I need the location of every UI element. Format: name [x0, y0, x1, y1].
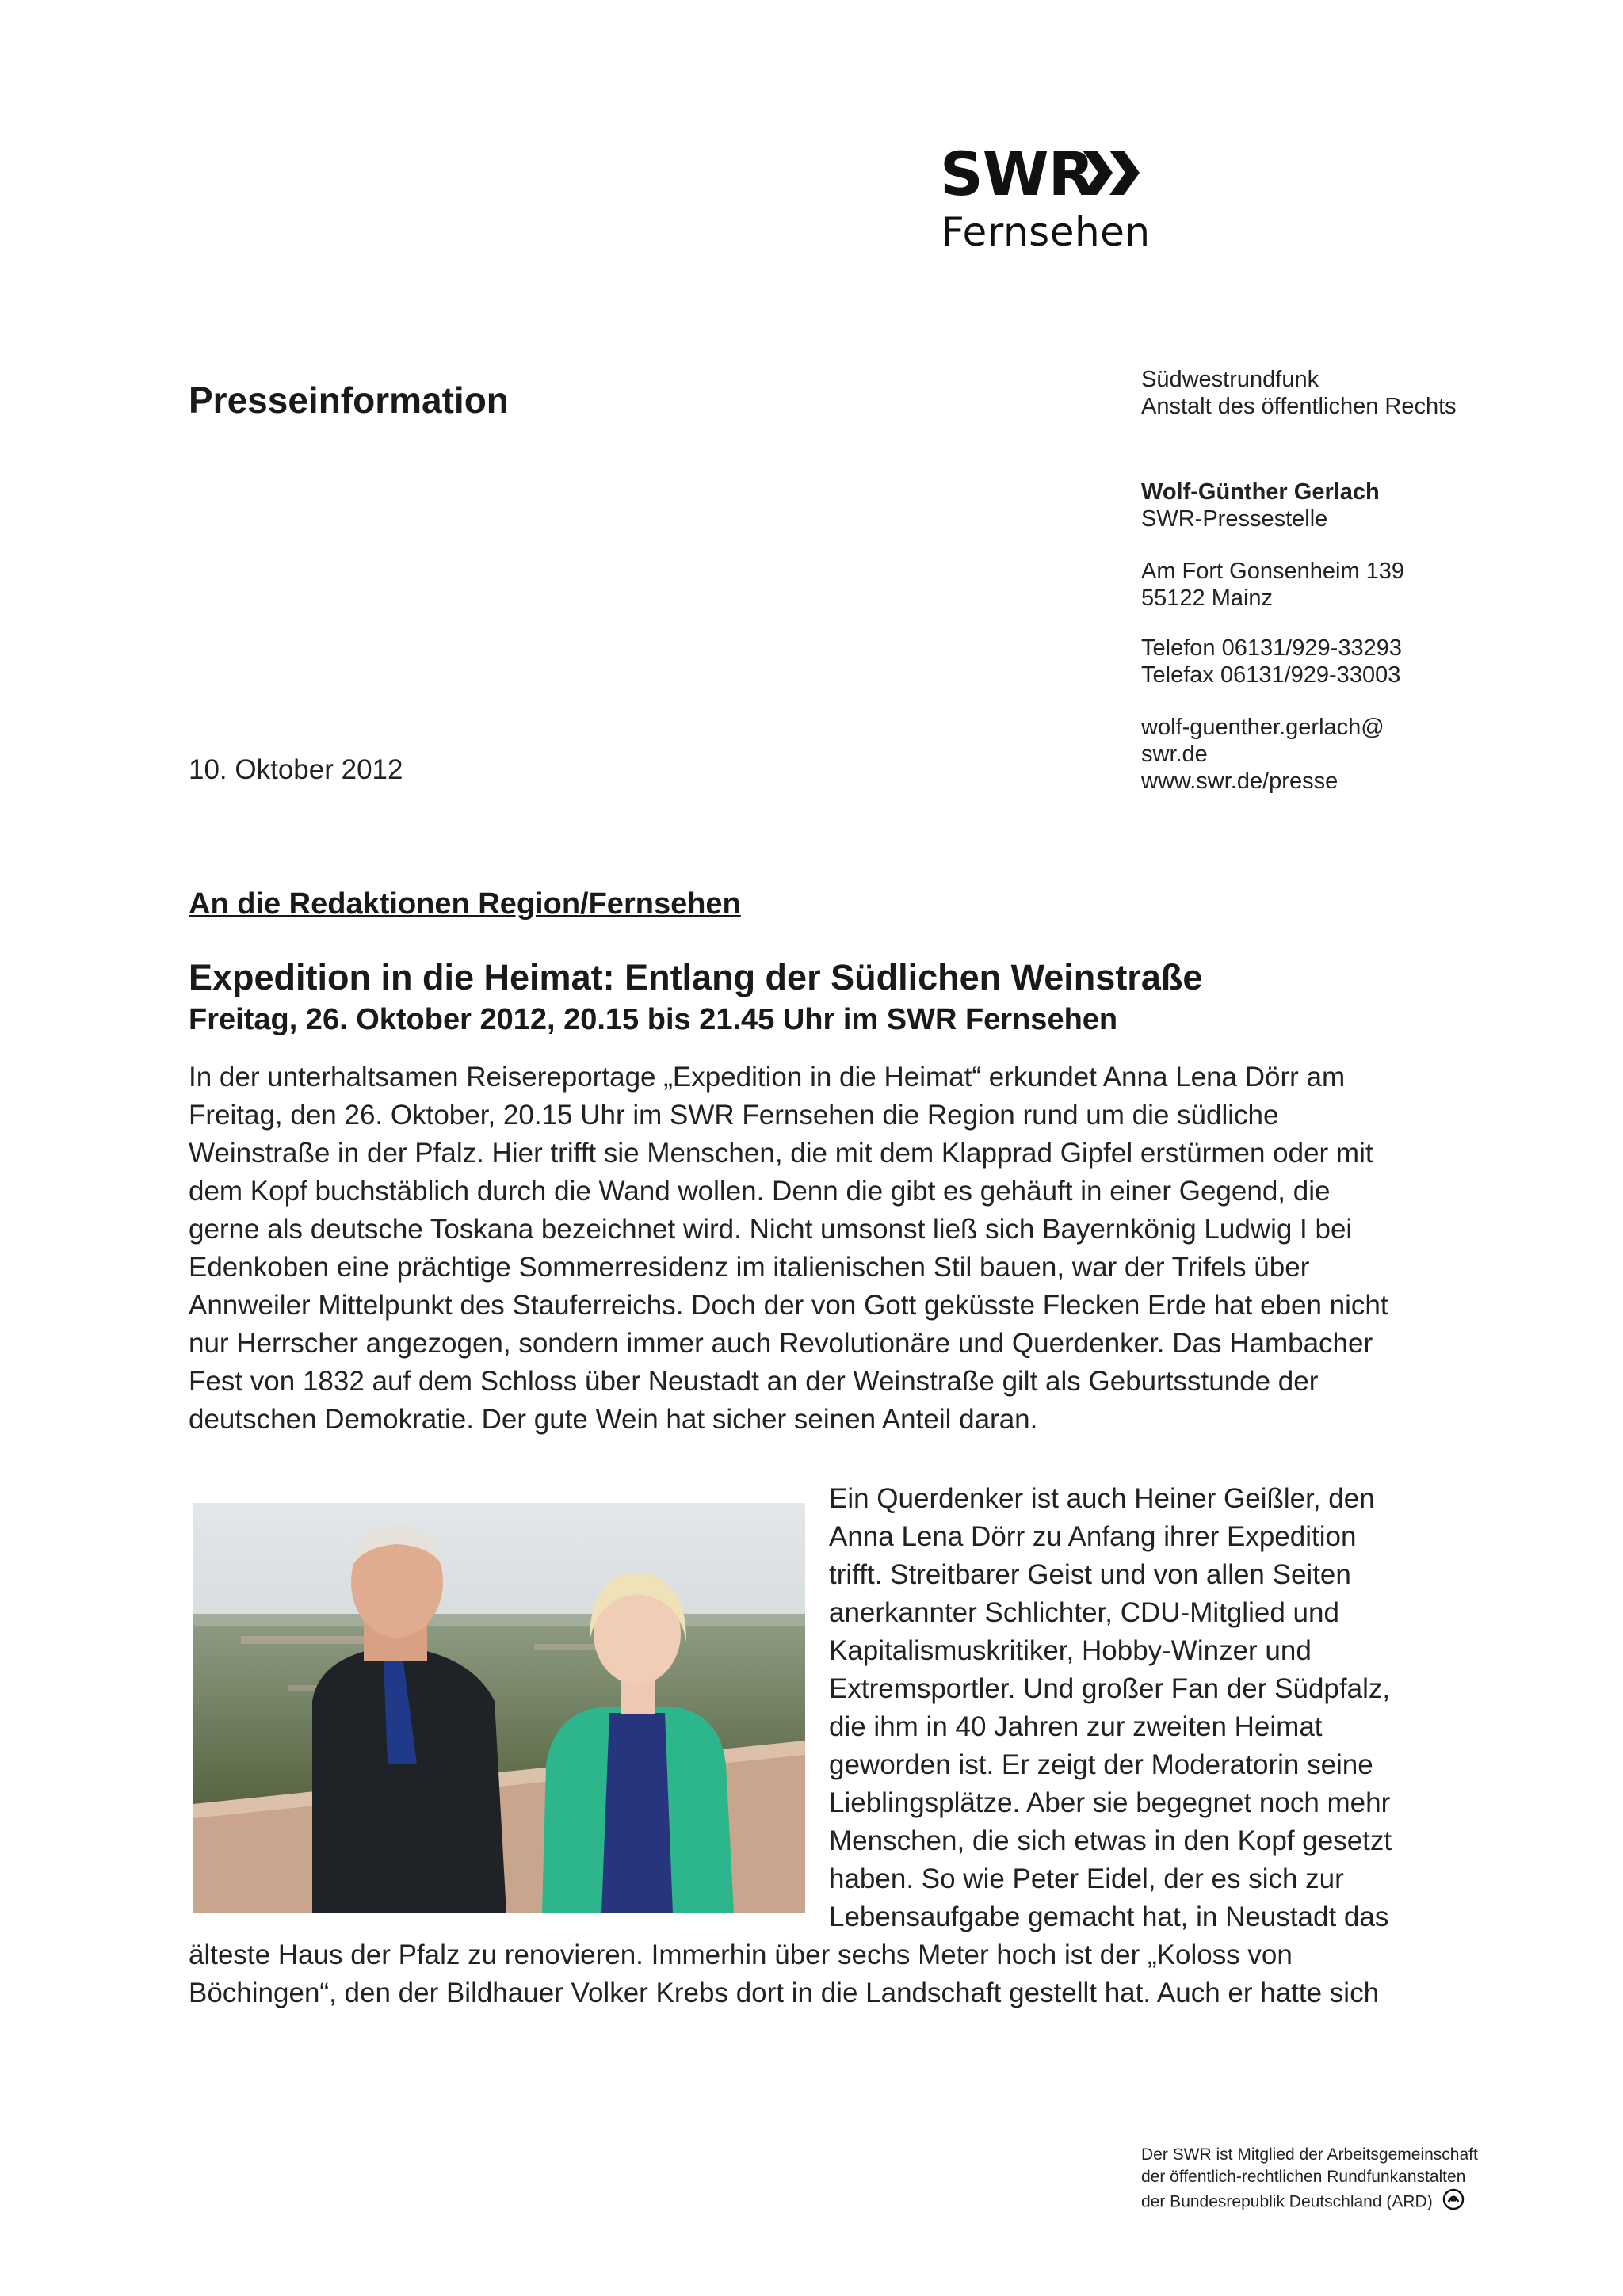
text-line: Anna Lena Dörr zu Anfang ihrer Expedition	[829, 1521, 1357, 1552]
text-line: Freitag, den 26. Oktober, 20.15 Uhr im SWR Fernsehen die Region rund um die südliche	[189, 1100, 1279, 1131]
text-line: In der unterhaltsamen Reisereportage „Expedition in die Heimat“ erkundet Anna Lena Dörr am	[189, 1062, 1346, 1093]
document-date: 10. Oktober 2012	[189, 754, 403, 785]
text-line: Extremsportler. Und großer Fan der Südpfalz,	[829, 1673, 1391, 1704]
contact-name: Wolf-Günther Gerlach	[1141, 479, 1380, 505]
sender-info	[1141, 366, 1514, 795]
text-line: Ein Querdenker ist auch Heiner Geißler, den	[829, 1483, 1375, 1514]
sender-org: Südwestrundfunk	[1141, 367, 1319, 392]
footer-line-2: der öffentlich-rechtlichen Rundfunkanstalten	[1141, 2168, 1466, 2186]
contact-fax: Telefax 06131/929-33003	[1141, 662, 1401, 688]
footer-ard-note	[1141, 2144, 1585, 2217]
text-line: Böchingen“, den der Bildhauer Volker Krebs dort in die Landschaft gestellt hat. Auch er hatte sich	[189, 1978, 1380, 2008]
audience-heading: An die Redaktionen Region/Fernsehen	[189, 887, 741, 921]
text-line: Kapitalismuskritiker, Hobby-Winzer und	[829, 1635, 1312, 1666]
text-line: gerne als deutsche Toskana bezeichnet wird. Nicht umsonst ließ sich Bayernkönig Ludwig I bei	[189, 1214, 1353, 1245]
footer-line-1: Der SWR ist Mitglied der Arbeitsgemeinschaft	[1141, 2145, 1478, 2164]
subheadline: Freitag, 26. Oktober 2012, 20.15 bis 21.45 Uhr im SWR Fernsehen	[189, 1003, 1118, 1036]
text-line: Lieblingsplätze. Aber sie begegnet noch mehr	[829, 1787, 1391, 1818]
text-line: haben. So wie Peter Eidel, der es sich zur	[829, 1863, 1344, 1894]
text-line: nur Herrscher angezogen, sondern immer auch Revolutionäre und Querdenker. Das Hambacher	[189, 1328, 1373, 1359]
contact-website: www.swr.de/presse	[1141, 769, 1338, 794]
contact-department: SWR-Pressestelle	[1141, 506, 1328, 532]
contact-phone: Telefon 06131/929-33293	[1141, 635, 1402, 661]
text-line: Fest von 1832 auf dem Schloss über Neustadt an der Weinstraße gilt als Geburtsstunde der	[189, 1366, 1319, 1397]
text-line: deutschen Demokratie. Der gute Wein hat sicher seinen Anteil daran.	[189, 1404, 1038, 1435]
text-line: dem Kopf buchstäblich durch die Wand wollen. Denn die gibt es gehäuft in einer Gegend, die	[189, 1176, 1331, 1207]
text-line: älteste Haus der Pfalz zu renovieren. Immerhin über sechs Meter hoch ist der „Koloss von	[189, 1939, 1293, 1970]
body-paragraph-1	[189, 1058, 1488, 1439]
swr-logo-chevrons-icon	[1081, 147, 1144, 198]
text-line: Menschen, die sich etwas in den Kopf gesetzt	[829, 1825, 1392, 1856]
ard-logo-icon	[1442, 2188, 1465, 2217]
body-paragraph-2-beside-image	[829, 1480, 1495, 1936]
text-line: geworden ist. Er zeigt der Moderatorin seine	[829, 1749, 1373, 1780]
address-city: 55122 Mainz	[1141, 585, 1274, 611]
footer-line-3: der Bundesrepublik Deutschland (ARD)	[1141, 2192, 1433, 2211]
contact-email-line1: wolf-guenther.gerlach@	[1141, 715, 1384, 740]
text-line: Annweiler Mittelpunkt des Stauferreichs. Doch der von Gott geküsste Flecken Erde hat eben nicht	[189, 1290, 1388, 1321]
text-line: anerkannter Schlichter, CDU-Mitglied und	[829, 1597, 1339, 1628]
text-line: Lebensaufgabe gemacht hat, in Neustadt das	[829, 1901, 1389, 1932]
text-line: die ihm in 40 Jahren zur zweiten Heimat	[829, 1711, 1323, 1742]
text-line: Weinstraße in der Pfalz. Hier trifft sie Menschen, die mit dem Klapprad Gipfel erstürmen oder mit	[189, 1138, 1373, 1169]
swr-logo-brand: SWR	[940, 139, 1094, 209]
page-title: Presseinformation	[189, 379, 509, 421]
body-paragraph-2-continued	[189, 1936, 1496, 2012]
swr-logo-sub: Fernsehen	[941, 209, 1151, 255]
text-line: trifft. Streitbarer Geist und von allen Seiten	[829, 1559, 1351, 1590]
contact-email-line2: swr.de	[1141, 742, 1208, 767]
address-street: Am Fort Gonsenheim 139	[1141, 559, 1405, 584]
swr-logo	[940, 139, 1151, 263]
footer-line-3-row	[1141, 2188, 1585, 2217]
headline: Expedition in die Heimat: Entlang der Südlichen Weinstraße	[189, 957, 1203, 997]
sender-org-sub: Anstalt des öffentlichen Rechts	[1141, 394, 1457, 419]
photo-heiner-geissler-anna-lena-doerr	[193, 1503, 805, 1913]
text-line: Edenkoben eine prächtige Sommerresidenz im italienischen Stil bauen, war der Trifels über	[189, 1252, 1310, 1283]
